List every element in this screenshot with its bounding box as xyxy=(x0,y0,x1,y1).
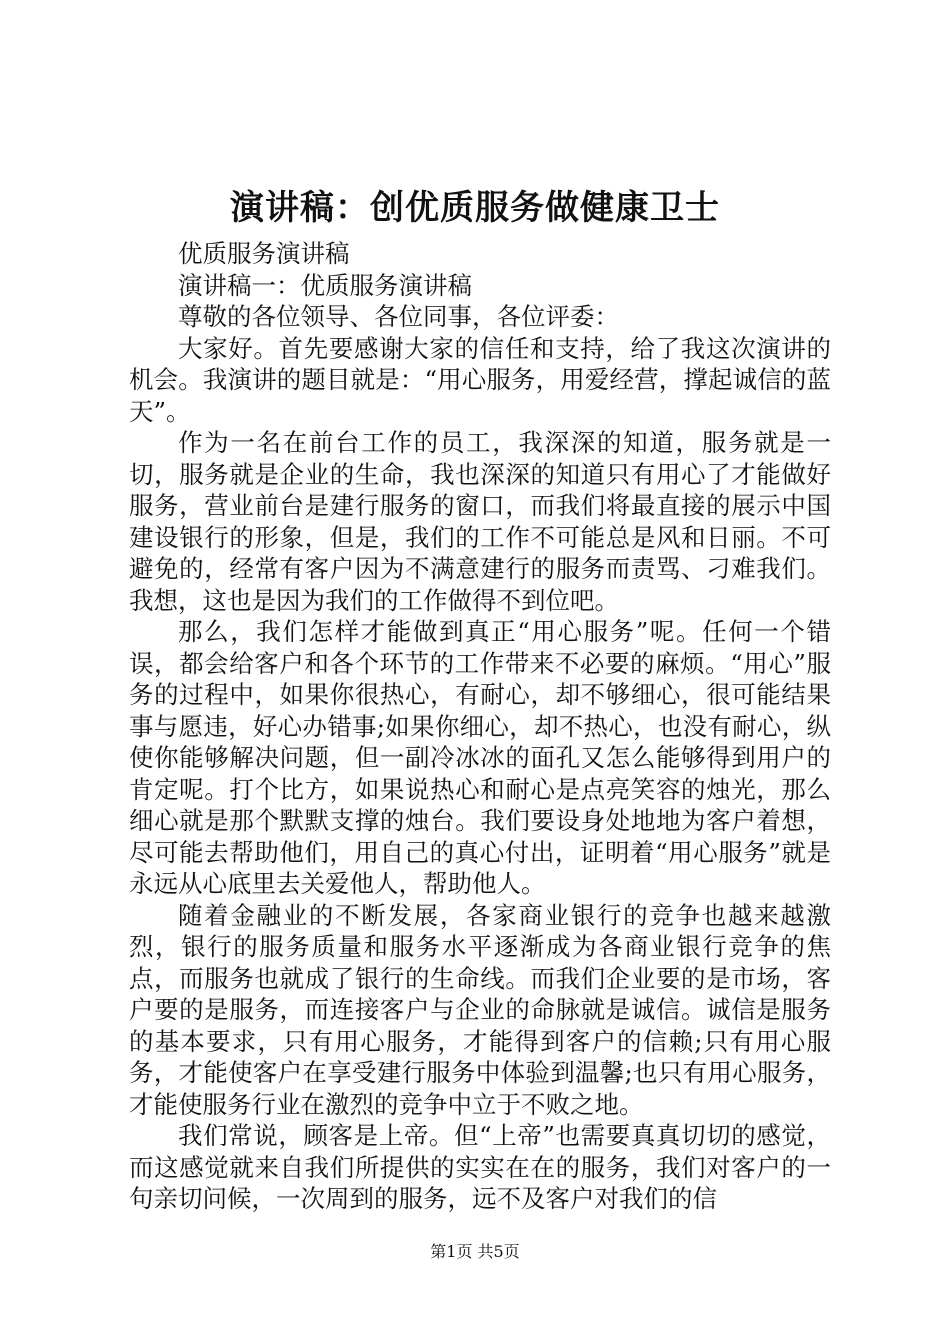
page-number-footer: 第1页 共5页 xyxy=(430,1242,520,1261)
paragraph: 我们常说，顾客是上帝。但“上帝”也需要真真切切的感觉，而这感觉就来自我们所提供的实实在在的服务，我们对客户的一句亲切问候，一次周到的服务，远不及客户对我们的信 xyxy=(129,1121,831,1213)
paragraph-heading: 演讲稿一：优质服务演讲稿 xyxy=(178,270,472,300)
paragraph-salutation: 尊敬的各位领导、各位同事，各位评委： xyxy=(178,302,619,331)
paragraph: 大家好。首先要感谢大家的信任和支持，给了我这次演讲的机会。我演讲的题目就是：“用心服务，用爱经营，撑起诚信的蓝天”。 xyxy=(129,333,831,426)
paragraph: 作为一名在前台工作的员工，我深深的知道，服务就是一切，服务就是企业的生命，我也深深的知道只有用心了才能做好服务，营业前台是建行服务的窗口，而我们将最直接的展示中国建设银行的形象，但是，我们的工作不可能总是风和日丽。不可避免的，经常有客户因为不满意建行的服务而责骂、刁难我们。我想，这也是因为我们的工作做得不到位吧。 xyxy=(129,428,831,615)
paragraph-subtitle: 优质服务演讲稿 xyxy=(178,239,350,268)
document-body xyxy=(129,238,831,1215)
document-title: 演讲稿：创优质服务做健康卫士 xyxy=(230,188,720,228)
paragraph: 随着金融业的不断发展，各家商业银行的竞争也越来越激烈，银行的服务质量和服务水平逐渐成为各商业银行竞争的焦点，而服务也就成了银行的生命线。而我们企业要的是市场，客户要的是服务，而连接客户与企业的命脉就是诚信。诚信是服务的基本要求，只有用心服务，才能得到客户的信赖;只有用心服务，才能使客户在享受建行服务中体验到温馨;也只有用心服务，才能使服务行业在激烈的竞争中立于不败之地。 xyxy=(129,900,831,1119)
paragraph: 那么，我们怎样才能做到真正“用心服务”呢。任何一个错误，都会给客户和各个环节的工作带来不必要的麻烦。“用心”服务的过程中，如果你很热心，有耐心，却不够细心，很可能结果事与愿违，好心办错事;如果你细心，却不热心，也没有耐心，纵使你能够解决问题，但一副冷冰冰的面孔又怎么能够得到用户的肯定呢。打个比方，如果说热心和耐心是点亮笑容的烛光，那么细心就是那个默默支撑的烛台。我们要设身处地地为客户着想，尽可能去帮助他们，用自己的真心付出，证明着“用心服务”就是永远从心底里去关爱他人，帮助他人。 xyxy=(129,617,831,898)
